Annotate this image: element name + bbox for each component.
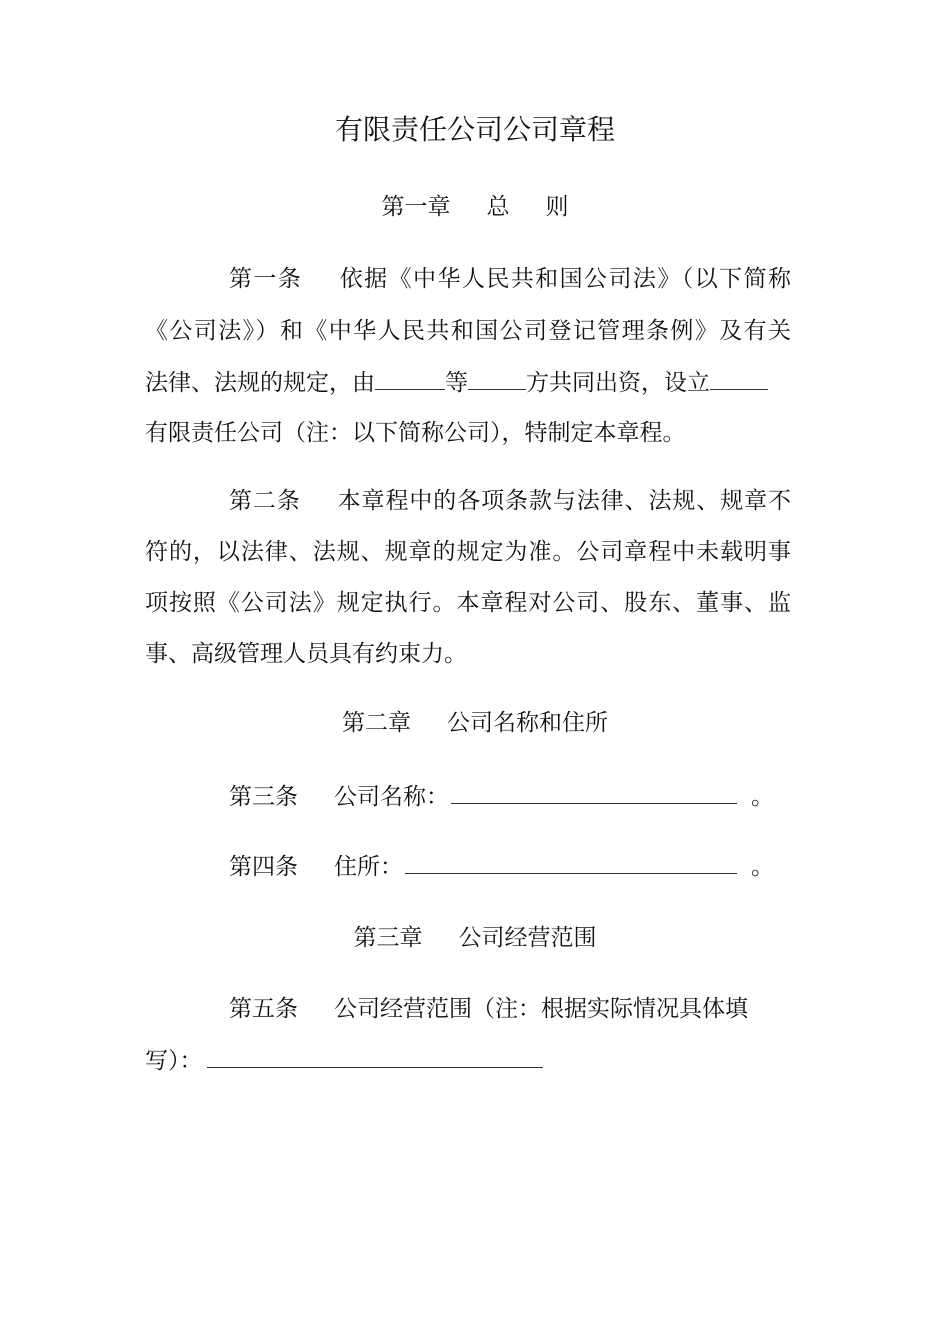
article-1-line-2: 《公司法》）和《中华人民共和国公司登记管理条例》及有关 [145,318,791,344]
chapter-1-word-1: 总 [486,194,510,220]
founder-blank[interactable] [375,367,445,390]
article-1-text-3a: 法律、法规的规定，由 [145,370,375,396]
chapter-2-heading [0,708,950,738]
article-2-line-2: 符的，以法律、法规、规章的规定为准。公司章程中未载明事 [145,539,791,565]
chapter-2-name: 公司名称和住所 [447,710,608,736]
chapter-3-label: 第三章 [353,925,423,951]
article-3-text: 公司名称： [334,784,449,810]
chapter-3-name: 公司经营范围 [458,925,597,951]
article-1-line-3 [145,367,791,398]
chapter-3-heading [0,923,950,953]
chapter-1-heading [0,192,950,222]
article-2-label: 第二条 [229,488,301,514]
article-1-text-3c: 方共同出资，设立 [526,370,710,396]
article-2-line-3: 项按照《公司法》规定执行。本章程对公司、股东、董事、监 [145,590,791,616]
article-1-line-4: 有限责任公司（注：以下简称公司），特制定本章程。 [145,420,686,446]
article-3-end: 。 [751,784,774,810]
article-5-line-1 [229,994,748,1024]
document-title: 有限责任公司公司章程 [334,113,615,146]
article-2-line-1 [229,486,791,516]
article-2-text-1: 本章程中的各项条款与法律、法规、规章不 [336,488,792,514]
chapter-1-label: 第一章 [381,194,451,220]
article-5-line-2 [145,1045,543,1076]
article-1-text-3b: 等 [445,370,468,396]
article-4-line [229,851,774,882]
article-4-text: 住所： [334,854,403,880]
company-name-blank[interactable] [451,781,737,804]
article-3-line [229,781,774,812]
company-blank[interactable] [710,367,768,390]
chapter-2-label: 第二章 [342,710,411,736]
article-4-label: 第四条 [229,854,298,880]
article-4-end: 。 [751,854,774,880]
article-1-label: 第一条 [229,266,303,292]
article-2-line-4: 事、高级管理人员具有约束力。 [145,641,467,667]
article-5-text-2: 写）： [145,1048,203,1074]
article-1-line-1 [229,264,791,294]
chapter-1-word-2: 则 [545,194,569,220]
article-3-label: 第三条 [229,784,298,810]
article-1-text-1: 依据《中华人民共和国公司法》（以下简称 [338,266,792,292]
article-5-text-1: 公司经营范围（注：根据实际情况具体填 [334,996,748,1022]
article-5-label: 第五条 [229,996,298,1022]
address-blank[interactable] [405,851,737,874]
party-count-blank[interactable] [468,367,526,390]
business-scope-blank[interactable] [207,1045,543,1068]
